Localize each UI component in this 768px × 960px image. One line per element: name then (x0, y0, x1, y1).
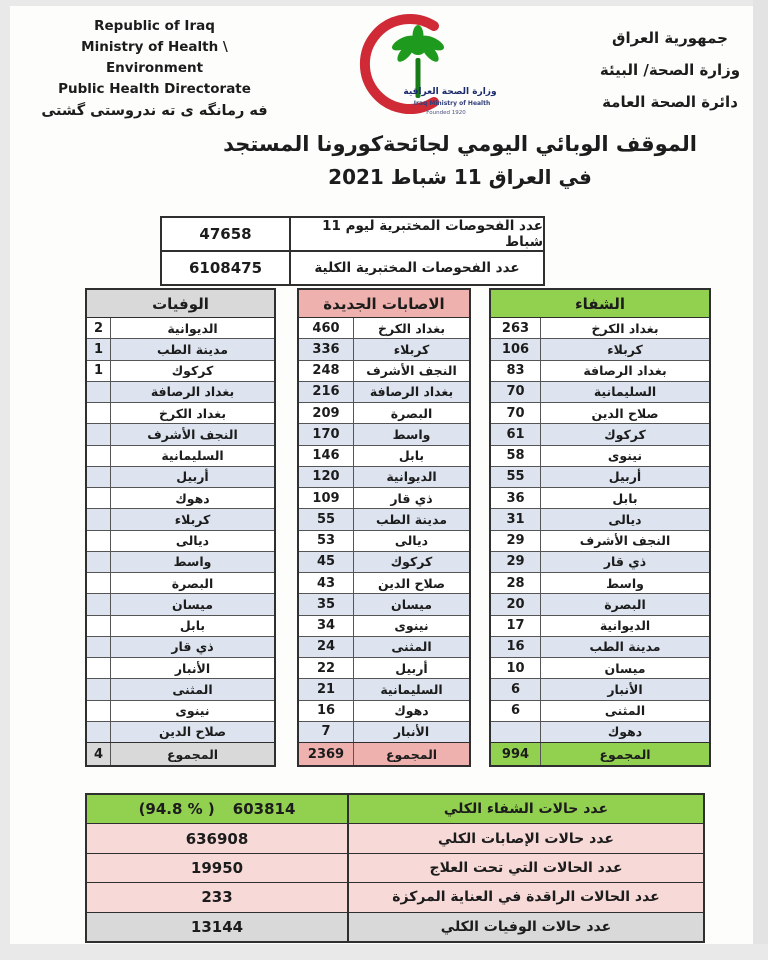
governorate-name: دهوك (394, 703, 429, 719)
death-count (87, 531, 111, 551)
summary-total-recoveries-value (87, 795, 349, 823)
governorate-name: الأنبار (393, 724, 430, 740)
recovery-count: 106 (491, 339, 541, 359)
new-cases-table-header: الاصابات الجديدة (299, 290, 469, 318)
governorate-row (299, 701, 469, 722)
case-count: 24 (299, 637, 354, 657)
governorate-name: النجف الأشرف (147, 426, 238, 442)
governorate-row (491, 594, 709, 615)
case-count: 34 (299, 616, 354, 636)
summary-table (85, 793, 705, 943)
governorate-row (87, 552, 274, 573)
report-title-block (120, 128, 768, 194)
new-cases-table (297, 288, 471, 767)
governorate-name: المثنى (604, 703, 646, 719)
death-count: 2 (87, 318, 111, 338)
governorate-row (299, 552, 469, 573)
recovery-count: 10 (491, 658, 541, 678)
governorate-row (87, 446, 274, 467)
governorate-name: نينوى (175, 703, 210, 719)
death-count (87, 594, 111, 614)
summary-value: 636908 (87, 824, 349, 852)
governorate-row (299, 467, 469, 488)
case-count: 16 (299, 701, 354, 721)
recovery-count: 61 (491, 424, 541, 444)
governorate-row (491, 573, 709, 594)
governorate-row (87, 679, 274, 700)
governorate-name: دهوك (175, 490, 210, 506)
death-count (87, 616, 111, 636)
case-count: 170 (299, 424, 354, 444)
governorate-name: الأنبار (174, 660, 211, 676)
governorate-name: بابل (398, 448, 425, 464)
governorate-name: واسط (392, 426, 431, 442)
governorate-row (299, 382, 469, 403)
governorate-name: أربيل (176, 469, 209, 485)
governorate-name: الأنبار (607, 681, 643, 697)
new-cases-total-row (299, 742, 469, 765)
recovery-count: 263 (491, 318, 541, 338)
governorate-name: الديوانية (386, 469, 437, 485)
governorate-name: نينوى (607, 448, 643, 464)
case-count: 55 (299, 509, 354, 529)
governorate-row (491, 616, 709, 637)
case-count: 21 (299, 679, 354, 699)
governorate-name: بغداد الرصافة (583, 363, 667, 379)
governorate-name: مدينة الطب (589, 639, 661, 655)
english-line-directorate: Public Health Directorate (58, 81, 251, 97)
arabic-line-directorate: دائرة الصحة العامة (602, 93, 738, 111)
governorate-name: ميسان (391, 596, 432, 612)
report-title: الموقف الوبائي اليومي لجائحةكورونا المستجد (223, 132, 697, 156)
governorate-row (87, 488, 274, 509)
summary-row-total-recoveries (87, 795, 703, 824)
death-count (87, 382, 111, 402)
governorate-name: ذي قار (171, 639, 214, 655)
governorate-row (491, 658, 709, 679)
daily-tests-row (162, 218, 543, 250)
governorate-row (491, 701, 709, 722)
governorate-name: كركوك (604, 426, 646, 442)
governorate-row (299, 339, 469, 360)
recovery-count: 55 (491, 467, 541, 487)
governorate-row (491, 637, 709, 658)
governorate-name: كركوك (171, 363, 214, 379)
recovery-count: 20 (491, 594, 541, 614)
english-line-country: Republic of Iraq (94, 18, 215, 34)
kurdish-line-directorate: فه رمانگه ى ته ندروستى گشتى (41, 103, 268, 119)
case-count: 248 (299, 361, 354, 381)
governorate-name: السليمانية (161, 448, 224, 464)
daily-tests-value: 47658 (162, 218, 291, 250)
recovery-count: 16 (491, 637, 541, 657)
governorate-row (87, 318, 274, 339)
recoveries-table-body (491, 318, 709, 742)
case-count: 216 (299, 382, 354, 402)
governorate-name: كربلاء (174, 511, 211, 527)
governorate-name: المثنى (172, 681, 213, 697)
recoveries-table (489, 288, 711, 767)
deaths-total-value: 4 (87, 743, 111, 765)
death-count (87, 658, 111, 678)
logo-arabic-text: وزارة الصحة العراقية (403, 87, 497, 97)
summary-value: 603814 (232, 800, 296, 819)
summary-row-icu-cases (87, 883, 703, 912)
governorate-row (299, 488, 469, 509)
governorate-name: بغداد الكرخ (377, 320, 446, 336)
arabic-line-country: جمهورية العراق (612, 29, 728, 47)
governorate-name: صلاح الدين (377, 575, 446, 591)
logo-founded-text: Founded 1920 (426, 110, 466, 116)
governorate-row (87, 531, 274, 552)
governorate-row (87, 594, 274, 615)
deaths-total-label: المجموع (166, 746, 219, 762)
governorate-row (491, 509, 709, 530)
governorate-name: كربلاء (393, 341, 430, 357)
governorate-name: ميسان (604, 660, 646, 676)
governorate-name: ميسان (172, 596, 213, 612)
governorate-name: الديوانية (599, 618, 651, 634)
governorate-row (299, 361, 469, 382)
governorate-name: كربلاء (607, 341, 643, 357)
summary-value: 233 (87, 883, 349, 911)
scan-edge-left (0, 0, 10, 960)
lab-tests-table (160, 216, 545, 286)
governorate-name: أربيل (608, 469, 642, 485)
death-count (87, 679, 111, 699)
recovery-count (491, 722, 541, 742)
ministry-logo-graphic (342, 10, 498, 122)
governorate-name: ديالى (394, 533, 429, 549)
governorate-name: البصرة (390, 405, 433, 421)
total-tests-label: عدد الفحوصات المختبرية الكلية (314, 260, 520, 276)
governorate-row (491, 531, 709, 552)
governorate-name: صلاح الدين (591, 405, 659, 421)
governorate-row (491, 361, 709, 382)
deaths-table-body (87, 318, 274, 742)
death-count (87, 573, 111, 593)
governorate-row (491, 318, 709, 339)
deaths-total-row (87, 742, 274, 765)
governorate-name: ذي قار (603, 554, 647, 570)
case-count: 43 (299, 573, 354, 593)
governorate-name: النجف الأشرف (366, 363, 457, 379)
total-tests-row (162, 250, 543, 284)
recovery-count: 36 (491, 488, 541, 508)
deaths-table (85, 288, 276, 767)
governorate-name: واسط (173, 554, 212, 570)
death-count (87, 424, 111, 444)
recovery-count: 6 (491, 679, 541, 699)
case-count: 146 (299, 446, 354, 466)
governorate-row (299, 403, 469, 424)
governorate-row (87, 658, 274, 679)
governorate-row (299, 616, 469, 637)
governorate-name: ديالى (175, 533, 210, 549)
new-cases-total-label: المجموع (385, 746, 438, 762)
governorate-row (87, 361, 274, 382)
governorate-row (87, 701, 274, 722)
governorate-name: النجف الأشرف (579, 533, 671, 549)
governorate-row (299, 722, 469, 742)
governorate-row (491, 339, 709, 360)
arabic-header-block (583, 22, 757, 118)
governorate-name: دهوك (607, 724, 643, 740)
governorate-name: واسط (606, 575, 644, 591)
governorate-name: السليمانية (593, 384, 657, 400)
recovery-count: 6 (491, 701, 541, 721)
governorate-row (87, 424, 274, 445)
case-count: 35 (299, 594, 354, 614)
death-count (87, 701, 111, 721)
summary-row-under-treatment (87, 854, 703, 883)
scan-edge-top (0, 0, 768, 6)
governorate-name: مدينة الطب (375, 511, 448, 527)
arabic-line-ministry: وزارة الصحة/ البيئة (599, 61, 741, 79)
english-header-block (32, 16, 277, 122)
recovery-count: 83 (491, 361, 541, 381)
governorate-name: المثنى (391, 639, 432, 655)
case-count: 109 (299, 488, 354, 508)
governorate-name: بابل (179, 618, 206, 634)
governorate-row (87, 382, 274, 403)
governorate-row (87, 637, 274, 658)
governorate-row (491, 488, 709, 509)
death-count (87, 488, 111, 508)
recoveries-total-row (491, 742, 709, 765)
summary-row-total-cases (87, 824, 703, 853)
governorate-name: البصرة (171, 575, 214, 591)
governorate-name: مدينة الطب (156, 341, 229, 357)
governorate-name: السليمانية (380, 681, 443, 697)
governorate-row (299, 318, 469, 339)
recoveries-table-header: الشفاء (491, 290, 709, 318)
recoveries-total-value: 994 (491, 743, 541, 765)
governorate-row (491, 679, 709, 700)
governorate-name: الديوانية (167, 320, 218, 336)
recovery-count: 31 (491, 509, 541, 529)
case-count: 53 (299, 531, 354, 551)
summary-row-total-deaths (87, 913, 703, 941)
governorate-row (491, 467, 709, 488)
death-count (87, 722, 111, 742)
recovery-count: 58 (491, 446, 541, 466)
total-tests-value: 6108475 (162, 252, 291, 284)
death-count (87, 637, 111, 657)
new-cases-table-body (299, 318, 469, 742)
scan-edge-bottom (0, 944, 768, 960)
recovery-count: 29 (491, 531, 541, 551)
governorate-row (87, 509, 274, 530)
recovery-count: 70 (491, 403, 541, 423)
case-count: 336 (299, 339, 354, 359)
governorate-name: كركوك (390, 554, 433, 570)
summary-label: عدد حالات الشفاء الكلي (443, 801, 609, 818)
governorate-name: بغداد الكرخ (591, 320, 659, 336)
death-count (87, 467, 111, 487)
governorate-row (491, 382, 709, 403)
summary-label: عدد حالات الإصابات الكلي (438, 830, 614, 847)
governorate-row (491, 552, 709, 573)
governorate-row (87, 467, 274, 488)
governorate-row (299, 573, 469, 594)
governorate-row (299, 679, 469, 700)
governorate-name: بابل (612, 490, 638, 506)
case-count: 209 (299, 403, 354, 423)
governorate-row (299, 531, 469, 552)
governorate-row (299, 446, 469, 467)
governorate-name: نينوى (394, 618, 429, 634)
governorate-row (299, 594, 469, 615)
governorate-name: بغداد الرصافة (369, 384, 454, 400)
death-count (87, 446, 111, 466)
case-count: 22 (299, 658, 354, 678)
summary-label: عدد حالات الوفيات الكلي (440, 918, 612, 935)
case-count: 45 (299, 552, 354, 572)
governorate-row (299, 658, 469, 679)
recovery-count: 17 (491, 616, 541, 636)
report-title-date: في العراق 11 شباط 2021 (328, 165, 592, 189)
governorate-row (87, 573, 274, 594)
governorate-row (299, 424, 469, 445)
new-cases-total-value: 2369 (299, 743, 354, 765)
ministry-logo (342, 10, 498, 122)
governorate-row (87, 403, 274, 424)
governorate-row (491, 403, 709, 424)
summary-label: عدد الحالات التي تحت العلاج (429, 860, 623, 877)
summary-value: 13144 (87, 913, 349, 941)
recovery-count: 29 (491, 552, 541, 572)
governorate-name: ديالى (608, 511, 642, 527)
summary-label: عدد الحالات الراقدة في العناية المركزة (392, 889, 660, 906)
governorate-name: بغداد الكرخ (158, 405, 227, 421)
governorate-row (491, 722, 709, 742)
case-count: 120 (299, 467, 354, 487)
death-count (87, 403, 111, 423)
governorate-name: صلاح الدين (158, 724, 227, 740)
daily-tests-label: عدد الفحوصات المختبرية ليوم 11 شباط (322, 218, 543, 250)
governorate-row (299, 637, 469, 658)
governorate-row (87, 616, 274, 637)
recovery-count: 28 (491, 573, 541, 593)
governorate-row (87, 339, 274, 360)
death-count: 1 (87, 361, 111, 381)
governorate-row (87, 722, 274, 742)
governorate-name: ذي قار (390, 490, 433, 506)
death-count (87, 509, 111, 529)
governorate-name: أربيل (395, 660, 428, 676)
logo-english-text: Iraq Ministry of Health (413, 100, 491, 107)
case-count: 460 (299, 318, 354, 338)
governorate-row (299, 509, 469, 530)
governorate-row (491, 446, 709, 467)
governorate-row (491, 424, 709, 445)
governorate-name: بغداد الرصافة (150, 384, 235, 400)
case-count: 7 (299, 722, 354, 742)
deaths-table-header: الوفيات (87, 290, 274, 318)
recovery-count: 70 (491, 382, 541, 402)
english-line-ministry: Ministry of Health \ Environment (81, 39, 228, 76)
recovery-rate-note: (94.8 % ) (138, 800, 215, 819)
death-count: 1 (87, 339, 111, 359)
governorate-name: البصرة (604, 596, 646, 612)
summary-value: 19950 (87, 854, 349, 882)
recoveries-total-label: المجموع (599, 746, 651, 762)
death-count (87, 552, 111, 572)
